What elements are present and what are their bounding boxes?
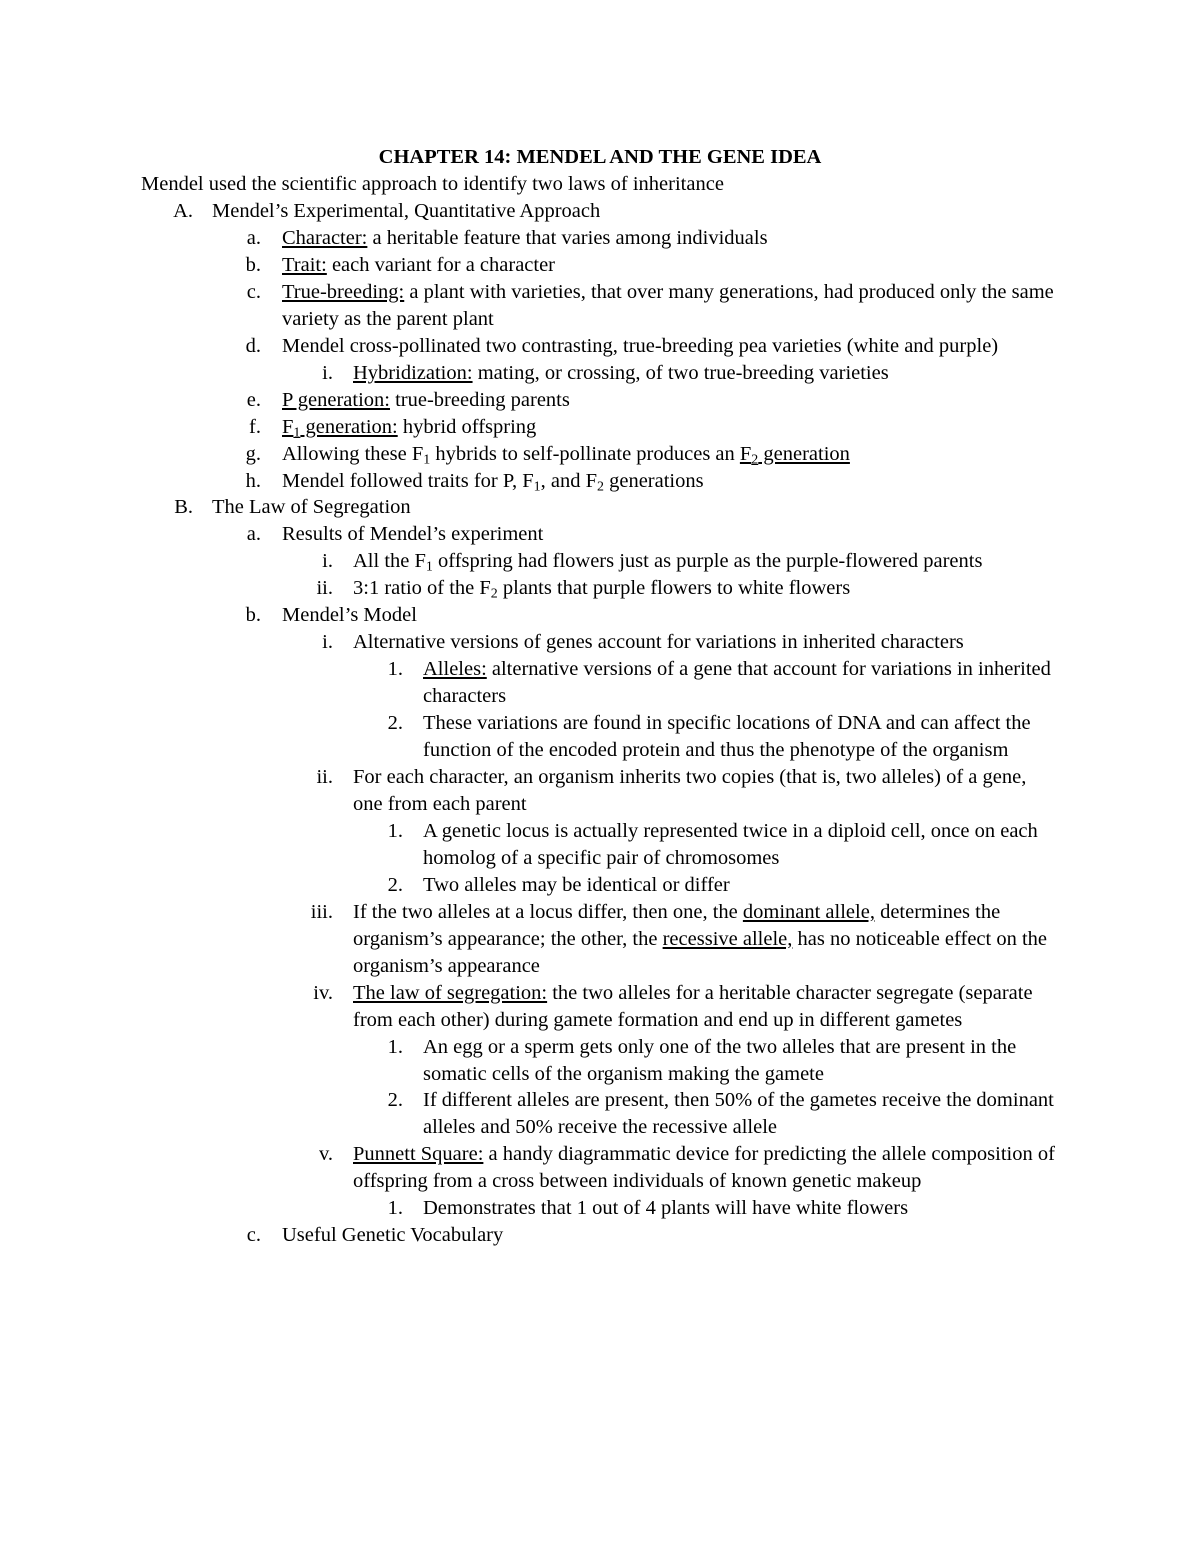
outline-marker: g. <box>245 442 261 465</box>
text-run: each variant for a character <box>326 253 556 276</box>
outline-text <box>353 764 1060 818</box>
text-run: Useful Genetic Vocabulary <box>282 1224 504 1247</box>
outline-item <box>0 872 1200 899</box>
outline-marker: i. <box>322 550 333 573</box>
text-run: a handy diagrammatic device for predicting the allele composition of offspring from a cross between individuals of known genetic makeup <box>353 1143 1055 1193</box>
outline-text <box>282 387 1060 414</box>
outline-item <box>0 414 1200 441</box>
outline-list <box>0 198 1200 1249</box>
underlined-term: Alleles: <box>423 658 487 681</box>
outline-marker: ii. <box>316 766 333 789</box>
outline-item <box>0 252 1200 279</box>
underlined-term: 2 <box>751 452 759 468</box>
text-run: If different alleles are present, then 50% of the gametes receive the dominant alleles and 50% receive the recessive allele <box>423 1089 1054 1139</box>
underlined-term: P generation: <box>282 388 390 411</box>
outline-marker: B. <box>174 496 193 519</box>
outline-item <box>0 441 1200 468</box>
text-run: a heritable feature that varies among individuals <box>367 226 768 249</box>
outline-item <box>0 548 1200 575</box>
outline-item <box>0 225 1200 252</box>
outline-text <box>353 360 1060 387</box>
outline-item <box>0 1087 1200 1141</box>
text-run: a plant with varieties, that over many generations, had produced only the same variety as the parent plant <box>282 280 1054 330</box>
outline-text <box>282 1222 1060 1249</box>
outline-text <box>282 333 1060 360</box>
outline-marker: 1. <box>387 1035 403 1058</box>
underlined-term: Trait: <box>282 253 327 276</box>
outline-marker: 1. <box>387 658 403 681</box>
outline-text <box>353 575 1060 602</box>
text-run: 3:1 ratio of the F <box>353 577 491 600</box>
outline-marker: e. <box>246 388 261 411</box>
outline-item <box>0 387 1200 414</box>
outline-text <box>282 441 1060 468</box>
text-run: Mendel’s Experimental, Quantitative Approach <box>212 200 601 222</box>
outline-text <box>282 252 1060 279</box>
text-run: If the two alleles at a locus differ, then one, the <box>353 900 743 923</box>
text-run: hybrid offspring <box>397 415 537 438</box>
underlined-term: Punnett Square: <box>353 1143 484 1166</box>
outline-text <box>282 521 1060 548</box>
outline-item <box>0 521 1200 548</box>
text-run: plants that purple flowers to white flowers <box>497 577 851 600</box>
outline-marker: b. <box>245 253 261 276</box>
outline-text <box>282 468 1060 495</box>
outline-marker: v. <box>318 1143 333 1166</box>
outline-text <box>282 602 1060 629</box>
text-run: 1 <box>423 452 431 468</box>
underlined-term: True-breeding: <box>282 280 405 303</box>
outline-item <box>0 1195 1200 1222</box>
text-run: Two alleles may be identical or differ <box>423 873 730 896</box>
outline-item <box>0 764 1200 818</box>
text-run: alternative versions of a gene that account for variations in inherited characters <box>423 658 1051 708</box>
text-run: For each character, an organism inherits two copies (that is, two alleles) of a gene, one from each parent <box>353 766 1027 815</box>
outline-item <box>0 980 1200 1034</box>
text-run: Mendel followed traits for P, F <box>282 469 534 492</box>
underlined-term: F <box>739 442 752 465</box>
text-run: 1 <box>425 559 433 575</box>
outline-text <box>353 980 1060 1034</box>
outline-marker: a. <box>246 226 261 249</box>
text-run: Allowing these F <box>282 442 424 465</box>
outline-item <box>0 602 1200 629</box>
outline-marker: 1. <box>387 819 403 842</box>
outline-text <box>353 548 1060 575</box>
outline-text <box>353 1141 1060 1195</box>
outline-marker: b. <box>245 604 261 627</box>
text-run: Results of Mendel’s experiment <box>282 523 544 546</box>
outline-item <box>0 629 1200 656</box>
intro-text: Mendel used the scientific approach to identify two laws of inheritance <box>141 173 724 195</box>
outline-text <box>282 414 1060 441</box>
outline-text <box>423 1087 1060 1141</box>
outline-item <box>0 818 1200 872</box>
outline-text <box>423 818 1060 872</box>
text-run: A genetic locus is actually represented twice in a diploid cell, once on each homolog of a specific pair of chromosomes <box>423 819 1038 869</box>
text-run: the two alleles for a heritable character segregate (separate from each other) during gamete formation and end up in different gametes <box>353 981 1033 1031</box>
outline-marker: 2. <box>387 1089 403 1112</box>
text-run: Mendel’s Model <box>282 604 417 627</box>
outline-marker: c. <box>246 280 261 303</box>
outline-marker: 1. <box>387 1197 403 1220</box>
outline-text <box>282 279 1060 333</box>
underlined-term: generation: <box>300 415 398 438</box>
underlined-term: 1 <box>293 425 301 441</box>
outline-item <box>0 575 1200 602</box>
text-run: has no noticeable effect on the organism’s appearance <box>353 927 1048 977</box>
outline-text <box>423 872 1060 899</box>
outline-item <box>0 360 1200 387</box>
text-run: All the F <box>353 550 426 573</box>
outline-item <box>0 468 1200 495</box>
outline-item <box>0 1141 1200 1195</box>
outline-marker: A. <box>173 200 193 222</box>
outline-marker: iii. <box>310 900 333 923</box>
outline-marker: 2. <box>387 873 403 896</box>
text-run: mating, or crossing, of two true-breeding varieties <box>472 361 889 384</box>
outline-marker: f. <box>249 415 261 438</box>
outline-text <box>282 225 1060 252</box>
outline-marker: i. <box>322 631 333 654</box>
outline-item <box>0 656 1200 710</box>
outline-text <box>423 710 1060 764</box>
outline-marker: 2. <box>387 712 403 735</box>
outline-item <box>0 279 1200 333</box>
underlined-term: generation <box>758 442 850 465</box>
text-run: Demonstrates that 1 out of 4 plants will have white flowers <box>423 1197 909 1220</box>
outline-item <box>0 1222 1200 1249</box>
outline-text <box>212 198 1060 225</box>
text-run: hybrids to self-pollinate produces an <box>430 442 740 465</box>
underlined-term: Hybridization: <box>353 361 473 384</box>
text-run: 1 <box>533 479 541 495</box>
underlined-term: F <box>282 415 294 438</box>
underlined-term: dominant allele, <box>742 900 875 923</box>
text-run: , and F <box>540 469 598 492</box>
outline-item <box>0 1034 1200 1088</box>
outline-text <box>423 1195 1060 1222</box>
underlined-term: recessive allele, <box>662 927 793 950</box>
text-run: offspring had flowers just as purple as the purple-flowered parents <box>432 550 983 573</box>
text-run: Mendel cross-pollinated two contrasting, true-breeding pea varieties (white and purple) <box>282 334 999 357</box>
outline-text <box>353 629 1060 656</box>
text-run: The Law of Segregation <box>212 496 411 519</box>
outline-item <box>0 494 1200 521</box>
outline-marker: iv. <box>313 981 333 1004</box>
outline-marker: h. <box>245 469 261 492</box>
text-run: determines the organism’s appearance; the other, the <box>353 900 1001 950</box>
outline-text <box>423 1034 1060 1088</box>
text-run: Alternative versions of genes account for variations in inherited characters <box>353 631 964 654</box>
text-run: generations <box>603 469 704 492</box>
outline-marker: ii. <box>316 577 333 600</box>
text-run: 2 <box>597 479 604 495</box>
outline-marker: a. <box>246 523 261 546</box>
underlined-term: The law of segregation: <box>353 981 548 1004</box>
outline-text <box>212 494 1060 521</box>
outline-item <box>0 333 1200 360</box>
page-title: CHAPTER 14: MENDEL AND THE GENE IDEA <box>378 146 822 168</box>
text-run: These variations are found in specific locations of DNA and can affect the function of the encoded protein and thus the phenotype of the organism <box>423 712 1031 762</box>
outline-marker: c. <box>246 1224 261 1247</box>
underlined-term: Character: <box>282 226 368 249</box>
text-run: true-breeding parents <box>389 388 570 411</box>
outline-text <box>423 656 1060 710</box>
outline-item <box>0 710 1200 764</box>
outline-item <box>0 198 1200 225</box>
outline-item <box>0 899 1200 980</box>
outline-marker: d. <box>245 334 261 357</box>
outline-marker: i. <box>322 361 333 384</box>
text-run: 2 <box>490 586 498 602</box>
outline-text <box>353 899 1060 980</box>
text-run: An egg or a sperm gets only one of the two alleles that are present in the somatic cells of the organism making the gamete <box>423 1035 1017 1085</box>
